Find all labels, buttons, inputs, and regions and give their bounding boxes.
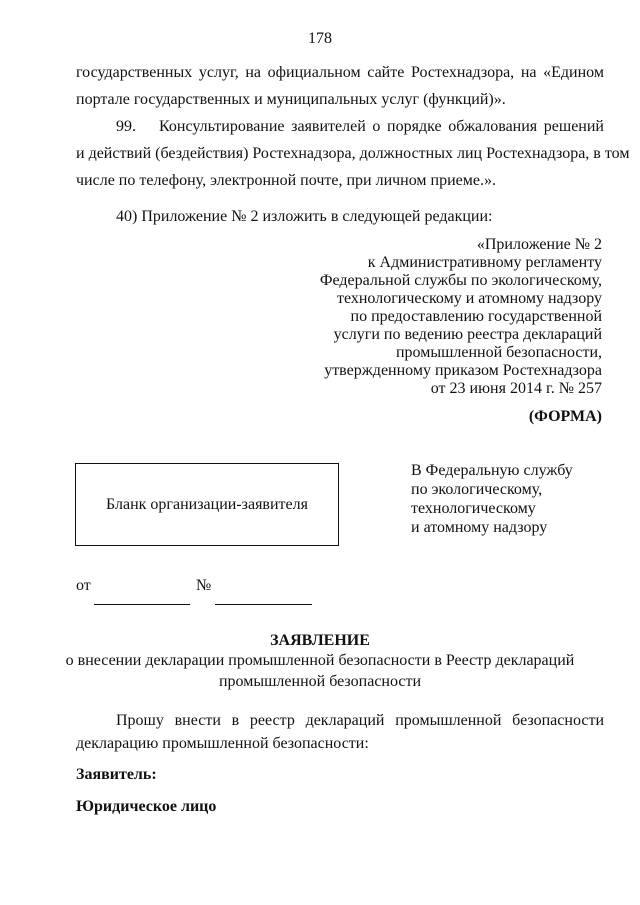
paragraph-line: портале государственных и муниципальных услуг (функций)». [76, 91, 506, 108]
request-line: декларацию промышленной безопасности: [76, 735, 369, 752]
legal-entity-label: Юридическое лицо [76, 798, 217, 815]
number-label: № [196, 577, 212, 594]
document-subtitle-line: о внесении декларации промышленной безопасности в Реестр деклараций [65, 652, 575, 669]
appendix-header-line: по предоставлению государственной [350, 308, 602, 325]
appendix-header-line: от 23 июня 2014 г. № 257 [430, 380, 602, 397]
letterhead-box-label: Бланк организации-заявителя [106, 495, 308, 513]
appendix-header-line: услуги по ведению реестра деклараций [333, 326, 602, 343]
appendix-header-line: к Административному регламенту [367, 254, 602, 271]
number-field-line[interactable] [215, 604, 312, 605]
addressee-line: и атомному надзору [411, 519, 548, 536]
date-field-line[interactable] [94, 604, 190, 605]
applicant-label: Заявитель: [76, 766, 157, 783]
addressee-line: по экологическому, [411, 481, 543, 498]
appendix-header-line: Федеральной службы по экологическому, [319, 272, 602, 289]
item-99-line: числе по телефону, электронной почте, при личном приеме.». [76, 172, 497, 189]
appendix-header-line: технологическому и атомному надзору [336, 290, 602, 307]
appendix-header-line: промышленной безопасности, [395, 344, 602, 361]
document-title: ЗАЯВЛЕНИЕ [270, 632, 370, 649]
item-40: 40) Приложение № 2 изложить в следующей редакции: [116, 208, 493, 225]
addressee-line: технологическому [411, 500, 536, 517]
date-label: от [76, 577, 91, 594]
appendix-header-line: «Приложение № 2 [476, 236, 602, 253]
document-subtitle-line: промышленной безопасности [218, 673, 422, 690]
letterhead-box [75, 463, 339, 546]
appendix-header-line: утвержденному приказом Ростехнадзора [324, 362, 602, 379]
paragraph-line: государственных услуг, на официальном сайте Ростехнадзора, на «Едином [76, 64, 604, 81]
page-number: 178 [308, 30, 332, 47]
addressee-line: В Федеральную службу [411, 462, 573, 479]
item-99-line: Консультирование заявителей о порядке обжалования решений [159, 118, 604, 135]
request-line: Прошу внести в реестр деклараций промышленной безопасности [116, 712, 604, 729]
item-99-line: и действий (бездействия) Ростехнадзора, должностных лиц Ростехнадзора, в том [76, 145, 630, 162]
form-label: (ФОРМА) [528, 408, 602, 425]
item-99-number: 99. [116, 118, 136, 135]
